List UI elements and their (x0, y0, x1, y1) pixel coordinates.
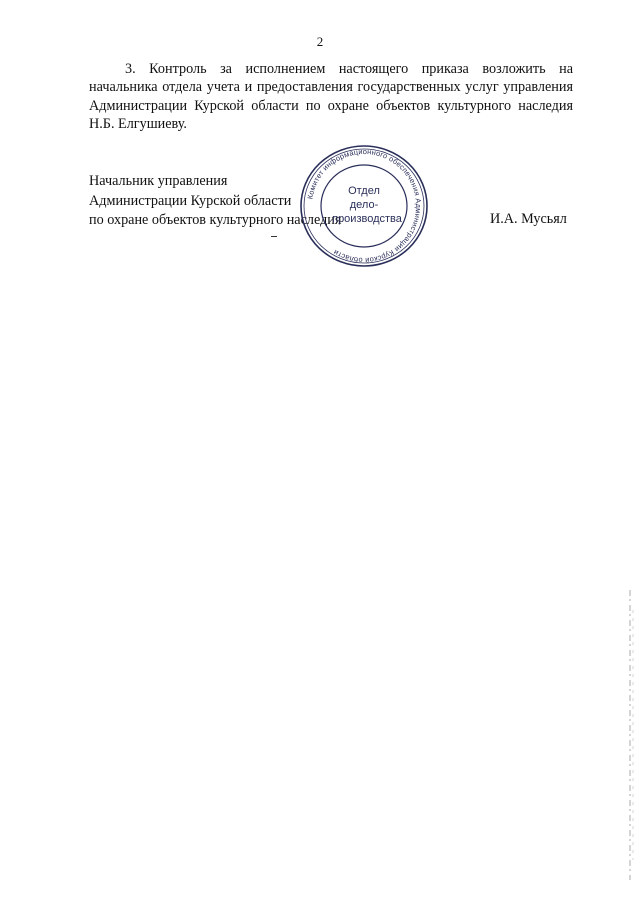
stamp-center-line-1: Отдел (348, 185, 380, 197)
stamp-center-line-2: дело- (349, 199, 379, 211)
signature-title-line-2: Администрации Курской области (89, 192, 292, 209)
stamp-center-line-3: производства (332, 213, 402, 225)
signature-title-line-3: по охране объектов культурного наследия (89, 212, 342, 228)
stamp-ring-textpath: Комитет информационного обеспечения Администрации Курской области (305, 146, 424, 266)
scan-edge-marks (627, 590, 635, 880)
official-stamp (297, 142, 431, 270)
body-paragraph: 3. Контроль за исполнением настоящего приказа возложить на начальника отдела учета и предоставления государственных услуг управления Администрации Курской области по охране объектов культурного наследия Н.Б. Елгушиеву. (89, 61, 573, 133)
signatory-name: И.А. Мусьял (490, 211, 567, 227)
dash-mark (271, 236, 277, 237)
page-number: 2 (316, 34, 324, 49)
signature-title-line-1: Начальник управления (89, 173, 228, 189)
